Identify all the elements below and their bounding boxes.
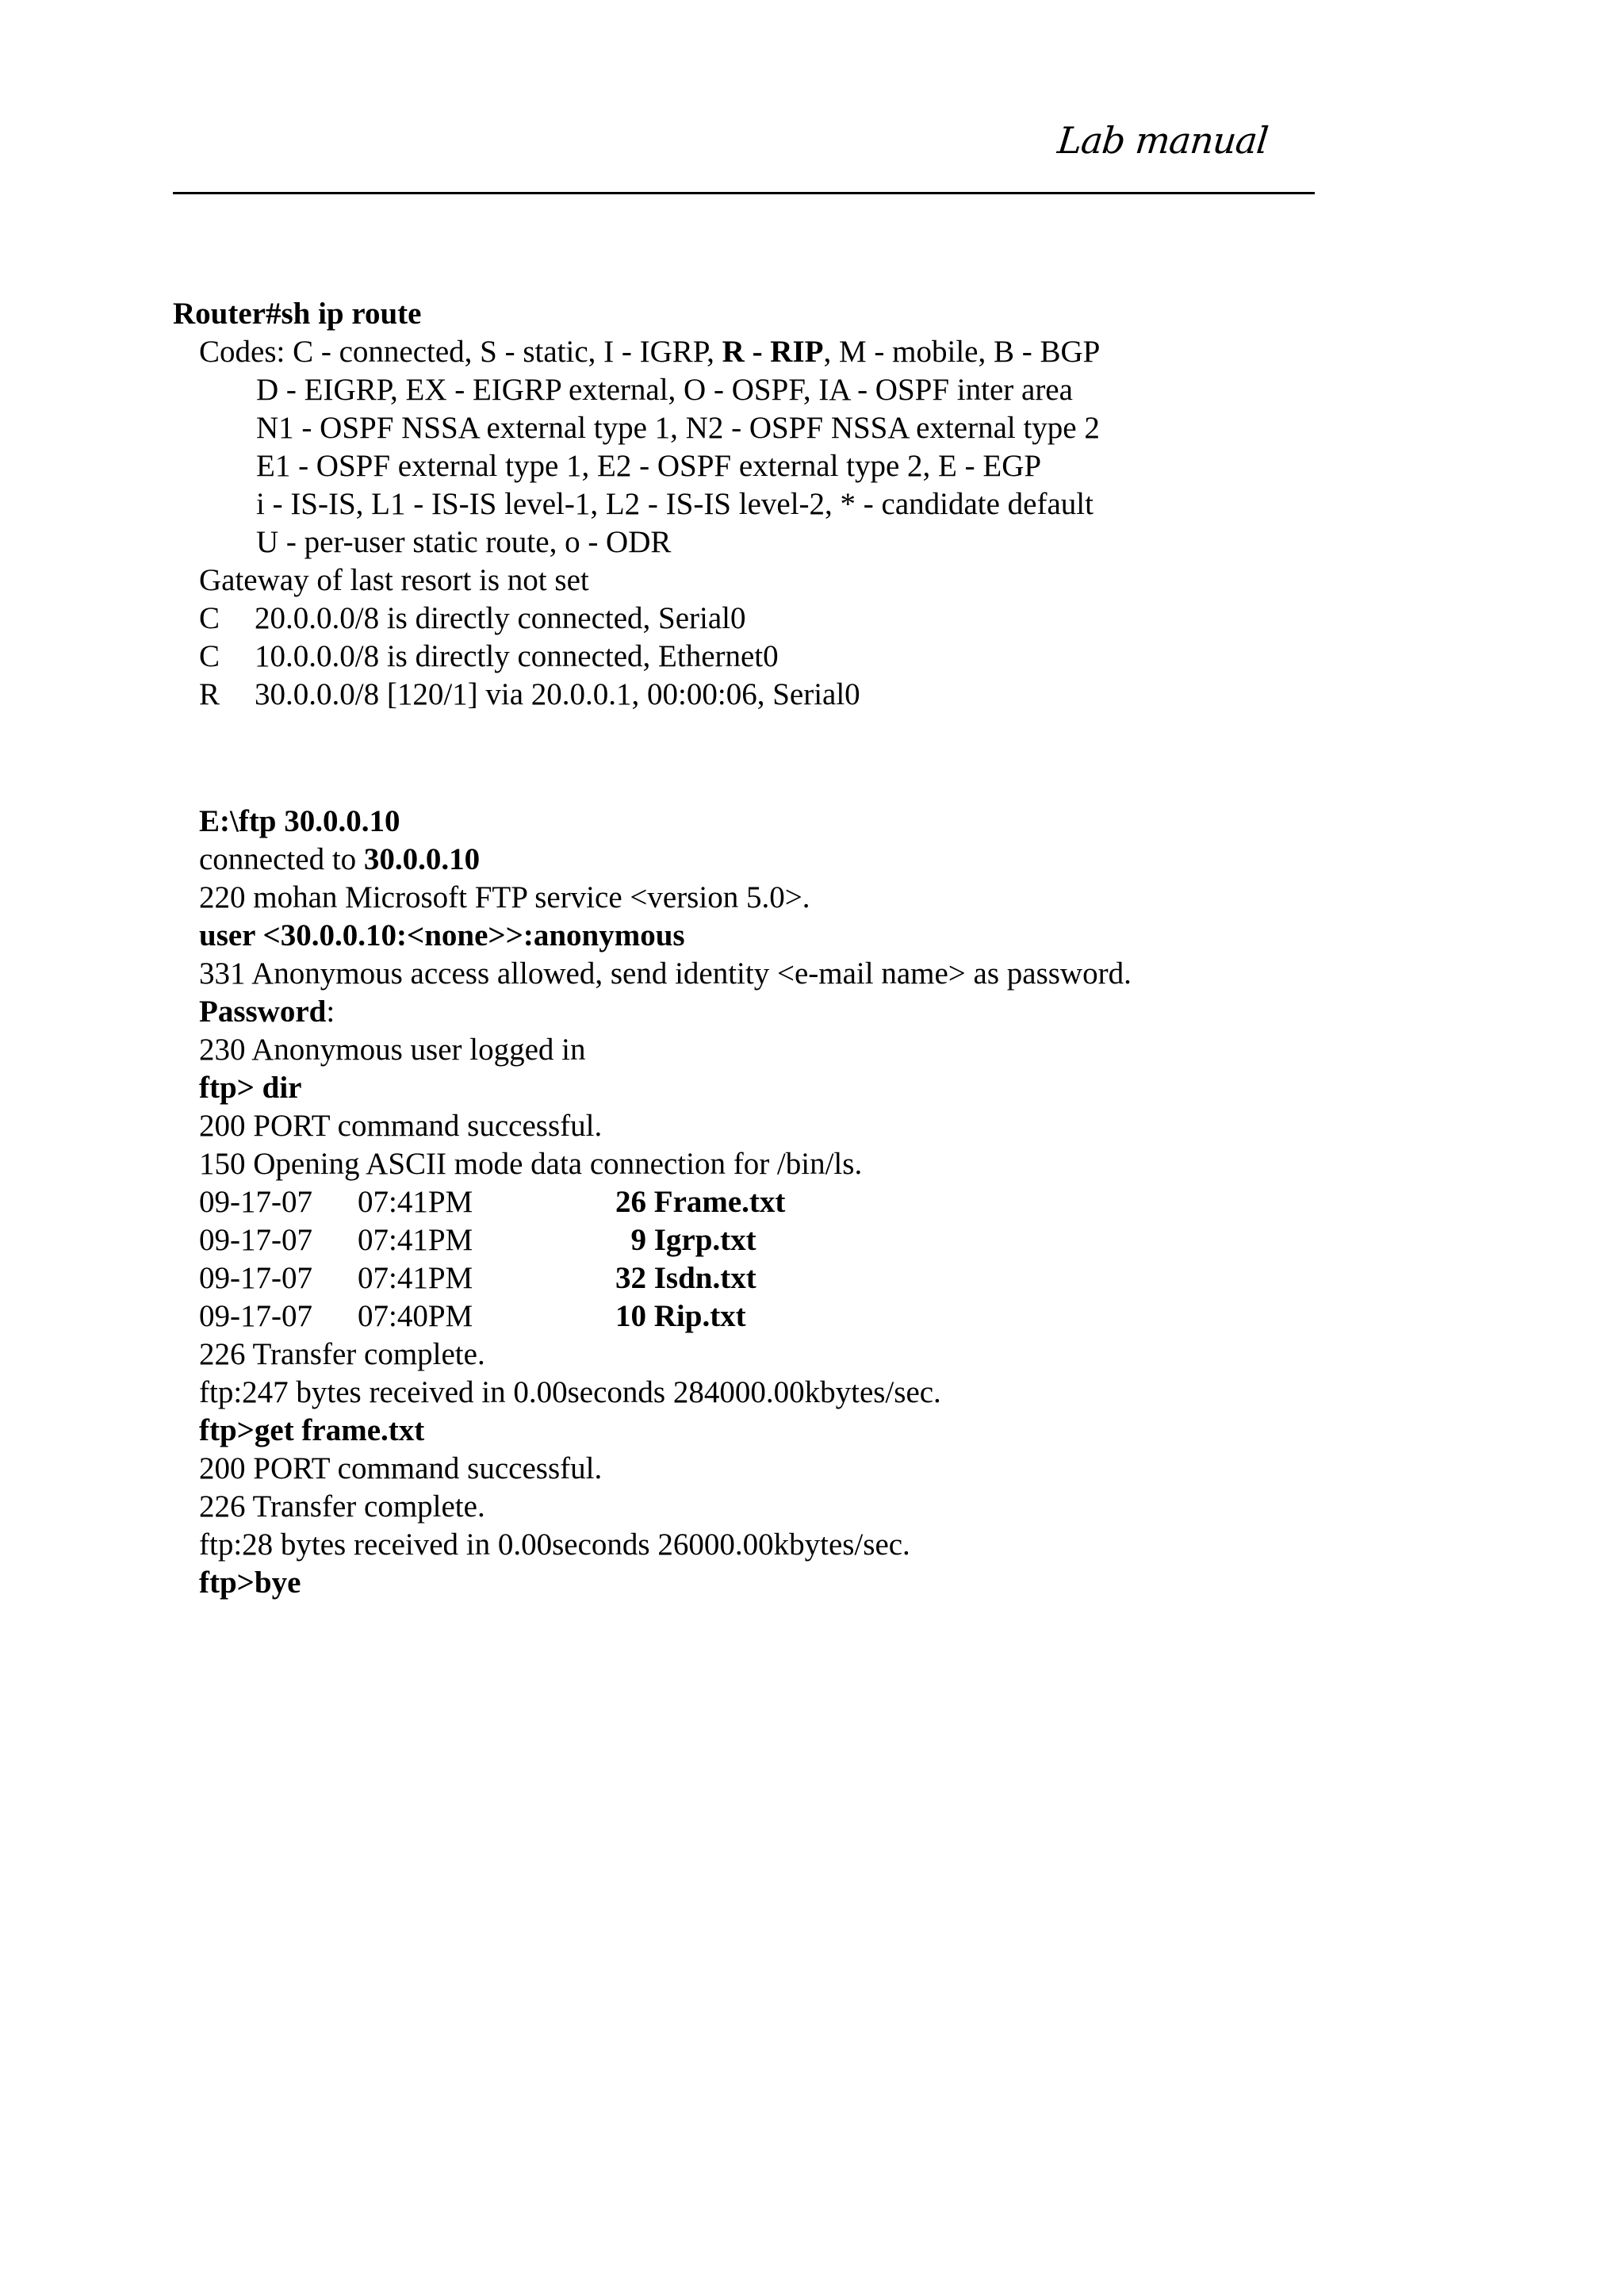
route-code: C bbox=[199, 639, 220, 673]
codes-line-1 bbox=[173, 333, 1362, 371]
codes-line-4: E1 - OSPF external type 1, E2 - OSPF external type 2, E - EGP bbox=[256, 449, 1042, 483]
file-size: 26 bbox=[615, 1185, 646, 1219]
page-header-title: Lab manual bbox=[1055, 119, 1270, 162]
file-name: Frame.txt bbox=[653, 1185, 786, 1219]
file-size: 32 bbox=[615, 1261, 646, 1295]
codes-line-5: i - IS-IS, L1 - IS-IS level-1, L2 - IS-IS level-2, * - candidate default bbox=[256, 487, 1094, 521]
ftp-command: E:\ftp 30.0.0.10 bbox=[199, 804, 400, 838]
route-row bbox=[173, 600, 1362, 638]
file-time: 07:40PM bbox=[358, 1299, 473, 1333]
ftp-get-command: ftp>get frame.txt bbox=[199, 1413, 425, 1447]
ftp-dir-command: ftp> dir bbox=[199, 1071, 302, 1105]
file-date: 09-17-07 bbox=[199, 1261, 312, 1295]
gateway-line: Gateway of last resort is not set bbox=[199, 563, 589, 597]
file-name: Isdn.txt bbox=[653, 1261, 756, 1295]
ftp-service-line: 220 mohan Microsoft FTP service <version 5.0>. bbox=[199, 880, 810, 914]
section-gap bbox=[173, 714, 1362, 803]
ftp-received-2: ftp:28 bytes received in 0.00seconds 26000.00kbytes/sec. bbox=[199, 1527, 910, 1562]
file-name: Igrp.txt bbox=[653, 1223, 756, 1257]
ftp-transfer-complete-1: 226 Transfer complete. bbox=[199, 1337, 485, 1371]
ftp-anon-allowed: 331 Anonymous access allowed, send identity <e-mail name> as password. bbox=[199, 956, 1132, 991]
route-code: C bbox=[199, 601, 220, 635]
file-time: 07:41PM bbox=[358, 1261, 473, 1295]
file-date: 09-17-07 bbox=[199, 1223, 312, 1257]
route-row bbox=[173, 676, 1362, 714]
codes-line-2: D - EIGRP, EX - EIGRP external, O - OSPF, IA - OSPF inter area bbox=[256, 373, 1073, 407]
router-command: Router#sh ip route bbox=[173, 297, 422, 331]
file-listing-row bbox=[173, 1183, 1362, 1221]
ftp-logged-in: 230 Anonymous user logged in bbox=[199, 1033, 586, 1067]
codes-line-3: N1 - OSPF NSSA external type 1, N2 - OSPF NSSA external type 2 bbox=[256, 411, 1100, 445]
ftp-user-prompt: user <30.0.0.10:<none>>:anonymous bbox=[199, 918, 685, 953]
file-listing-row bbox=[173, 1259, 1362, 1297]
codes-line-1-a: Codes: C - connected, S - static, I - IGRP, bbox=[199, 335, 722, 369]
ftp-port-ok-2: 200 PORT command successful. bbox=[199, 1451, 603, 1485]
file-name: Rip.txt bbox=[653, 1299, 746, 1333]
ftp-connected-line bbox=[173, 841, 1362, 879]
ftp-password-line bbox=[173, 993, 1362, 1031]
file-time: 07:41PM bbox=[358, 1223, 473, 1257]
ftp-bye-command: ftp>bye bbox=[199, 1566, 301, 1600]
route-row bbox=[173, 638, 1362, 676]
codes-line-6: U - per-user static route, o - ODR bbox=[256, 525, 672, 559]
document-body bbox=[173, 295, 1362, 1602]
ftp-transfer-complete-2: 226 Transfer complete. bbox=[199, 1489, 485, 1524]
ftp-connected-host: 30.0.0.10 bbox=[363, 842, 481, 876]
ftp-opening: 150 Opening ASCII mode data connection for /bin/ls. bbox=[199, 1147, 863, 1181]
ftp-received-1: ftp:247 bytes received in 0.00seconds 284000.00kbytes/sec. bbox=[199, 1375, 941, 1409]
route-text: 30.0.0.0/8 [120/1] via 20.0.0.1, 00:00:06, Serial0 bbox=[255, 677, 860, 711]
file-size: 9 bbox=[630, 1223, 646, 1257]
codes-line-1-b: , M - mobile, B - BGP bbox=[823, 335, 1101, 369]
file-listing-row bbox=[173, 1297, 1362, 1336]
file-size: 10 bbox=[615, 1299, 646, 1333]
ftp-password-colon: : bbox=[326, 995, 335, 1029]
file-date: 09-17-07 bbox=[199, 1299, 312, 1333]
route-text: 20.0.0.0/8 is directly connected, Serial0 bbox=[255, 601, 746, 635]
file-time: 07:41PM bbox=[358, 1185, 473, 1219]
ftp-password-label: Password bbox=[199, 995, 327, 1029]
file-listing-row bbox=[173, 1221, 1362, 1259]
ftp-connected-prefix: connected to bbox=[199, 842, 364, 876]
codes-line-1-bold: R - RIP bbox=[722, 335, 824, 369]
route-text: 10.0.0.0/8 is directly connected, Ethernet0 bbox=[255, 639, 779, 673]
file-date: 09-17-07 bbox=[199, 1185, 312, 1219]
ftp-port-ok-1: 200 PORT command successful. bbox=[199, 1109, 603, 1143]
header-divider bbox=[173, 192, 1315, 194]
route-code: R bbox=[199, 677, 220, 711]
